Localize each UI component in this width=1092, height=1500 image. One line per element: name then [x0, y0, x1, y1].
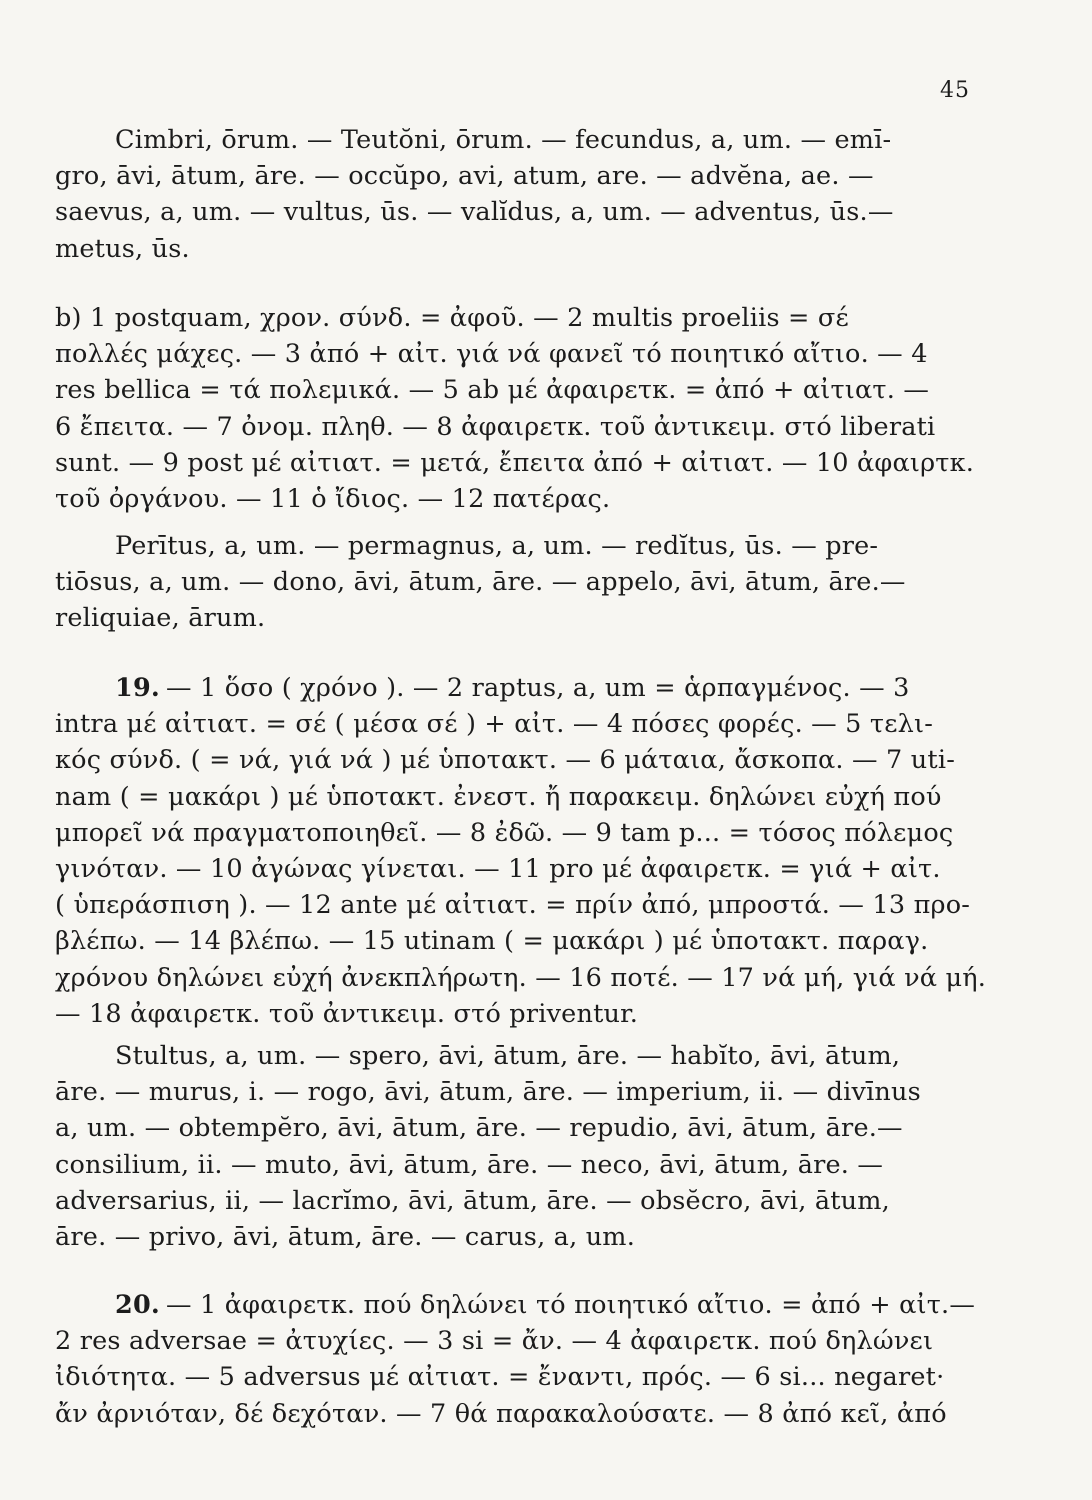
text-line: nam ( = μακάρι ) μέ ὑποτακτ. ἐνεστ. ἤ παρακειμ. δηλώνει εὐχή πού — [55, 781, 942, 812]
notes-section-19 — [55, 670, 987, 1032]
section-number: 19. — [115, 673, 160, 703]
text-line: ἰδιότητα. — 5 adversus μέ αἰτιατ. = ἔναντι, πρός. — 6 si... negaret· — [55, 1362, 945, 1393]
text-line: κός σύνδ. ( = νά, γιά νά ) μέ ὑποτακτ. — 6 μάταια, ἄσκοπα. — 7 uti- — [55, 745, 956, 776]
text-line: sunt. — 9 post μέ αἰτιατ. = μετά, ἔπειτα ἀπό + αἰτιατ. — 10 ἀφαιρτκ. — [55, 447, 975, 478]
notes-section-20 — [55, 1287, 976, 1432]
text-line: γινόταν. — 10 ἀγώνας γίνεται. — 11 pro μέ ἀφαιρετκ. = γιά + αἰτ. — [55, 854, 941, 885]
text-line: tiōsus, a, um. — dono, āvi, ātum, āre. — appelo, āvi, ātum, āre.— — [55, 567, 906, 598]
text-line: πολλές μάχες. — 3 ἀπό + αἰτ. γιά νά φανεῖ τό ποιητικό αἴτιο. — 4 — [55, 339, 928, 370]
text-line: Cimbri, ōrum. — Teutŏni, ōrum. — fecundus, a, um. — emī- — [115, 125, 892, 155]
text-line: metus, ūs. — [55, 233, 190, 264]
section-number: 20. — [115, 1290, 160, 1320]
text-line: res bellica = τά πολεμικά. — 5 ab μέ ἀφαιρετκ. = ἀπό + αἰτιατ. — — [55, 375, 930, 406]
vocabulary-list-2 — [55, 528, 935, 637]
text-line — [55, 670, 935, 706]
text-line: intra μέ αἰτιατ. = σέ ( μέσα σέ ) + αἰτ. — 4 πόσες φορές. — 5 τελι- — [55, 709, 934, 740]
text-line: āre. — murus, i. — rogo, āvi, ātum, āre. — imperium, ii. — divīnus — [55, 1077, 921, 1108]
text-line: μπορεῖ νά πραγματοποιηθεῖ. — 8 ἐδῶ. — 9 tam p... = τόσος πόλεμος — [55, 817, 954, 848]
text-line: saevus, a, um. — vultus, ūs. — valĭdus, a, um. — adventus, ūs.— — [55, 197, 894, 228]
text-line: consilium, ii. — muto, āvi, ātum, āre. — neco, āvi, ātum, āre. — — [55, 1149, 884, 1180]
text-line: χρόνου δηλώνει εὐχή ἀνεκπλήρωτη. — 16 ποτέ. — 17 νά μή, γιά νά μή. — [55, 962, 987, 993]
vocabulary-list-3 — [55, 1038, 935, 1255]
text-line: a, um. — obtempĕro, āvi, ātum, āre. — repudio, āvi, ātum, āre.— — [55, 1113, 903, 1144]
text-line: ( ὑπεράσπιση ). — 12 ante μέ αἰτιατ. = πρίν ἀπό, μπροστά. — 13 προ- — [55, 890, 971, 921]
text-line-content: — 1 ἀφαιρετκ. πού δηλώνει τό ποιητικό αἴτιο. = ἀπό + αἰτ.— — [165, 1290, 976, 1320]
vocabulary-list-1 — [55, 122, 935, 267]
text-line: 6 ἔπειτα. — 7 ὀνομ. πληθ. — 8 ἀφαιρετκ. τοῦ ἀντικειμ. στό liberati — [55, 411, 936, 442]
text-line: 2 res adversae = ἀτυχίες. — 3 si = ἄν. — 4 ἀφαιρετκ. πού δηλώνει — [55, 1326, 934, 1357]
text-line: b) 1 postquam, χρον. σύνδ. = ἀφοῦ. — 2 multis proeliis = σέ — [55, 303, 849, 333]
text-line: βλέπω. — 14 βλέπω. — 15 utinam ( = μακάρι ) μέ ὑποτακτ. παραγ. — [55, 926, 929, 957]
text-line-content: — 1 ὅσο ( χρόνο ). — 2 raptus, a, um = ἁρπαγμένος. — 3 — [165, 673, 910, 703]
notes-section-b — [55, 300, 975, 517]
text-line: ἄν ἀρνιόταν, δέ δεχόταν. — 7 θά παρακαλούσατε. — 8 ἀπό κεῖ, ἀπό — [55, 1398, 947, 1429]
text-line: Stultus, a, um. — spero, āvi, ātum, āre. — habĭto, āvi, ātum, — [115, 1041, 901, 1071]
text-line: — 18 ἀφαιρετκ. τοῦ ἀντικειμ. στό priventur. — [55, 998, 639, 1029]
text-line — [55, 1287, 976, 1323]
text-line: Perītus, a, um. — permagnus, a, um. — redĭtus, ūs. — pre- — [115, 531, 879, 561]
text-line: τοῦ ὀργάνου. — 11 ὁ ἴδιος. — 12 πατέρας. — [55, 484, 611, 515]
text-line: gro, āvi, ātum, āre. — occŭpo, avi, atum, are. — advĕna, ae. — — [55, 161, 874, 192]
page-number: 45 — [940, 78, 970, 103]
text-line: reliquiae, ārum. — [55, 603, 266, 634]
text-line: āre. — privo, āvi, ātum, āre. — carus, a, um. — [55, 1222, 635, 1253]
text-line: adversarius, ii, — lacrĭmo, āvi, ātum, āre. — obsĕcro, āvi, ātum, — [55, 1185, 890, 1216]
